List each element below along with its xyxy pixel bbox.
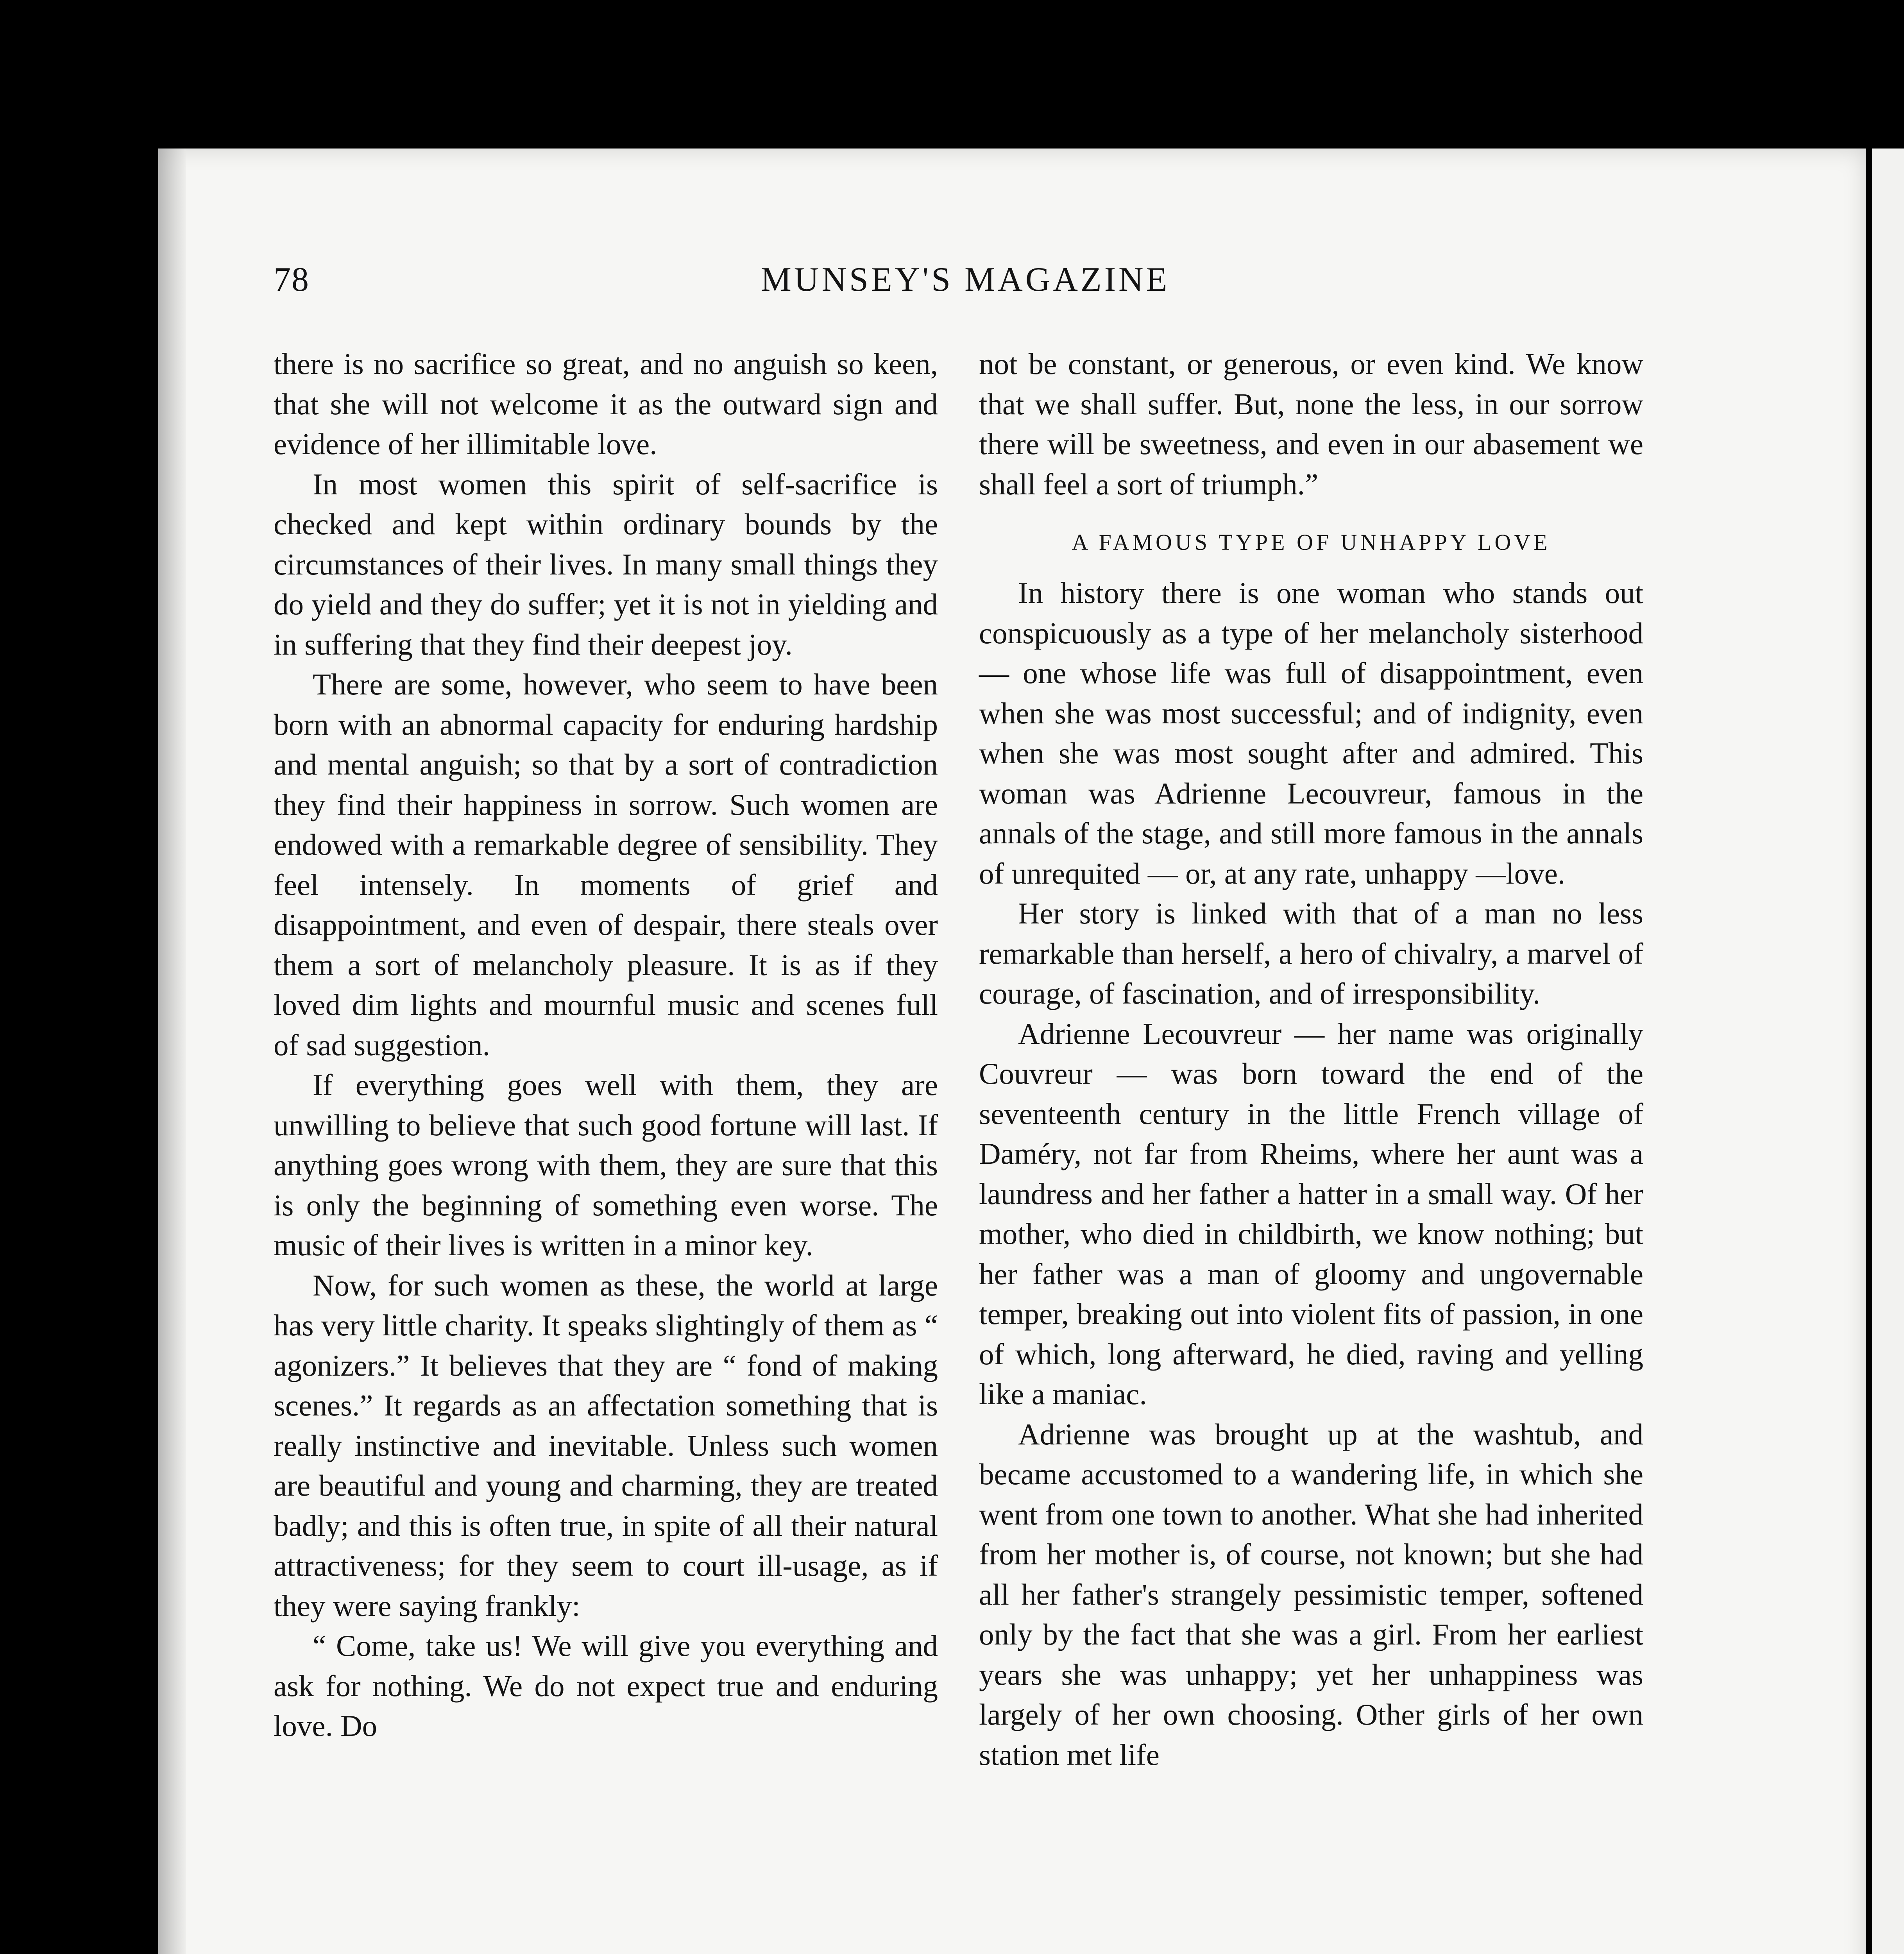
paragraph: Her story is linked with that of a man no less remarkable than herself, a hero of chivalry, a marvel of courage, of fascination, and of irresponsibility.	[979, 896, 1643, 1010]
right-column	[979, 344, 1643, 1775]
paragraph: Adrienne Lecouvreur — her name was originally Couvreur — was born toward the end of the seventeenth century in the little French village of Daméry, not far from Rheims, where her aunt was a laundress and her father a hatter in a small way. Of her mother, who died in childbirth, we know nothing; but her father was a man of gloomy and ungovernable temper, breaking out into violent fits of passion, in one of which, long afterward, he died, raving and yelling like a maniac.	[979, 1016, 1643, 1411]
paragraph: There are some, however, who seem to have been born with an abnormal capacity for enduring hardship and mental anguish; so that by a sort of contradiction they find their happiness in sorrow. Such women are endowed with a remarkable degree of sensibility. They feel intensely. In moments of grief and disappointment, and even of despair, there steals over them a sort of melancholy pleasure. It is as if they loved dim lights and mournful music and scenes full of sad suggestion.	[274, 667, 938, 1062]
paragraph: In history there is one woman who stands out conspicuously as a type of her melancholy sisterhood — one whose life was full of disappointment, even when she was most successful; and of indignity, even when she was most sought after and admired. This woman was Adrienne Lecouvreur, famous in the annals of the stage, and still more famous in the annals of unrequited — or, at any rate, unhappy —love.	[979, 576, 1643, 890]
running-title: MUNSEY'S MAGAZINE	[761, 261, 1170, 299]
adjacent-page-edge	[1872, 149, 1904, 1954]
paragraph: If everything goes well with them, they are unwilling to believe that such good fortune will last. If anything goes wrong with them, they are sure that this is only the beginning of something even worse. The music of their lives is written in a minor key.	[274, 1068, 938, 1262]
section-heading: A FAMOUS TYPE OF UNHAPPY LOVE	[1072, 530, 1551, 555]
paragraph: Adrienne was brought up at the washtub, and became accustomed to a wandering life, in which she went from one town to another. What she had inherited from her mother is, of course, not known; but she had all her father's strangely pessimistic temper, softened only by the fact that she was a girl. From her earliest years she was unhappy; yet her unhappiness was largely of her own choosing. Other girls of her own station met life	[979, 1417, 1643, 1771]
paragraph-continuation: not be constant, or generous, or even kind. We know that we shall suffer. But, none the less, in our sorrow there will be sweetness, and even in our abasement we shall feel a sort of triumph.”	[979, 347, 1643, 501]
page-header	[274, 260, 1657, 307]
paragraph: In most women this spirit of self-sacrifice is checked and kept within ordinary bounds by the circumstances of their lives. In many small things they do yield and they do suffer; yet it is not in yielding and in suffering that they find their deepest joy.	[274, 467, 938, 661]
paragraph: Now, for such women as these, the world at large has very little charity. It speaks slightingly of them as “ agonizers.” It believes that they are “ fond of making scenes.” It regards as an affectation something that is really instinctive and inevitable. Unless such women are beautiful and young and charming, they are treated badly; and this is often true, in spite of all their natural attractiveness; for they seem to court ill-usage, as if they were saying frankly:	[274, 1268, 938, 1623]
page-gutter-shadow	[158, 149, 186, 1954]
paragraph: “ Come, take us! We will give you everything and ask for nothing. We do not expect true and enduring love. Do	[274, 1629, 938, 1743]
paragraph: there is no sacrifice so great, and no anguish so keen, that she will not welcome it as the outward sign and evidence of her illimitable love.	[274, 347, 938, 461]
page-number: 78	[274, 261, 310, 299]
left-column	[274, 344, 938, 1746]
